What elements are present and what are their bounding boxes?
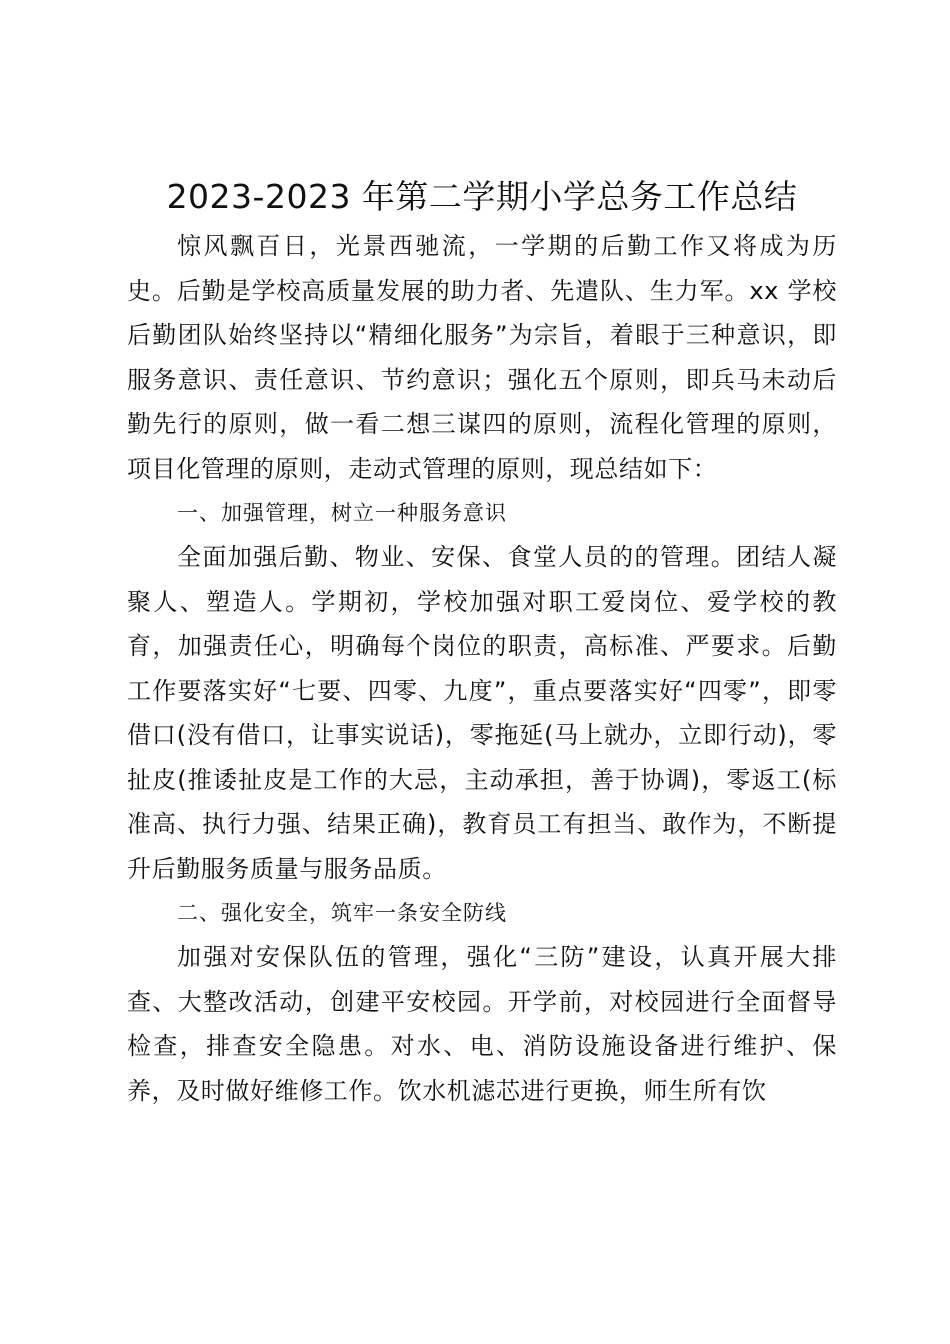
section-heading-1: 一、加强管理，树立一种服务意识 <box>177 501 507 525</box>
section-1-paragraph: 全面加强后勤、物业、安保、食堂人员的的管理。团结人凝聚人、塑造人。学期初，学校加强对职工爱岗位、爱学校的教育，加强责任心，明确每个岗位的职责，高标准、严要求。后勤工作要落实好“七要、四零、九度”，重点要落实好“四零”，即零借口(没有借口，让事实说话)，零拖延(马上就办，立即行动)，零扯皮(推诿扯皮是工作的大忌，主动承担，善于协调)，零返工(标准高、执行力强、结果正确)，教育员工有担当、敢作为，不断提升后勤服务质量与服务品质。 <box>127 543 837 883</box>
document-body <box>127 170 837 1113</box>
section-2-paragraph: 加强对安保队伍的管理，强化“三防”建设，认真开展大排查、大整改活动，创建平安校园。开学前，对校园进行全面督导检查，排查安全隐患。对水、电、消防设施设备进行维护、保养，及时做好维修工作。饮水机滤芯进行更换，师生所有饮 <box>127 943 837 1105</box>
intro-paragraph: 惊风飘百日，光景西驰流，一学期的后勤工作又将成为历史。后勤是学校高质量发展的助力者、先遣队、生力军。xx 学校后勤团队始终坚持以“精细化服务”为宗旨，着眼于三种意识，即服务意识、责任意识、节约意识；强化五个原则，即兵马未动后勤先行的原则，做一看二想三谋四的原则，流程化管理的原则，项目化管理的原则，走动式管理的原则，现总结如下： <box>127 232 837 483</box>
section-heading-2: 二、强化安全，筑牢一条安全防线 <box>177 901 507 925</box>
document-title: 2023-2023 年第二学期小学总务工作总结 <box>166 177 798 216</box>
